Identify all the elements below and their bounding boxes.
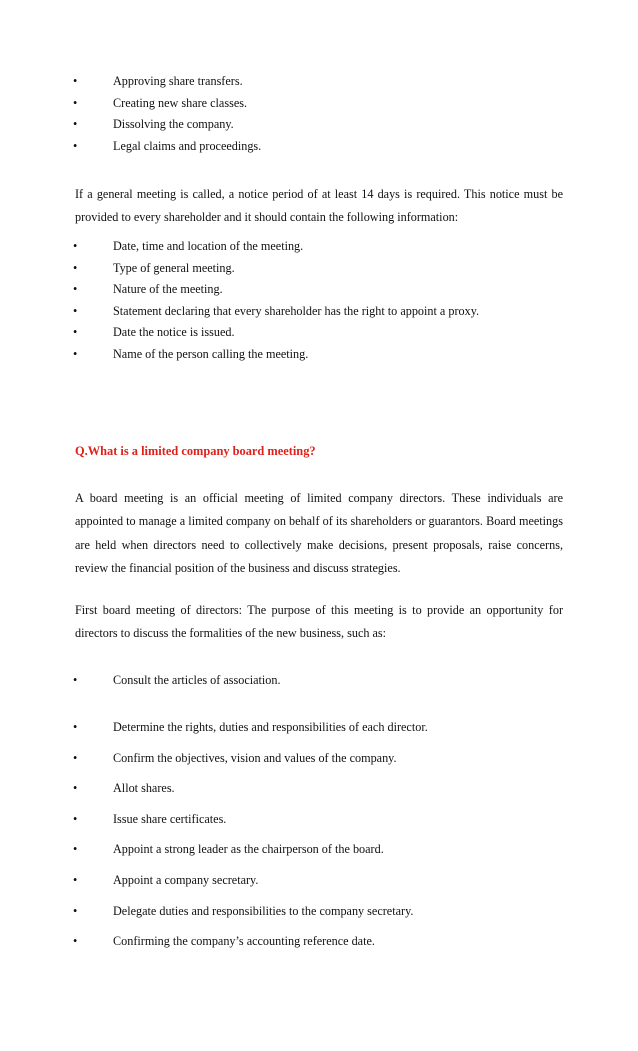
list-item-text: Type of general meeting.	[113, 260, 235, 275]
notice-info-list	[0, 236, 638, 366]
list-item-text: Date, time and location of the meeting.	[113, 239, 304, 253]
bullet-icon: •	[73, 282, 78, 297]
notice-period-paragraph: If a general meeting is called, a notice period of at least 14 days is required. This notice must be provided to every shareholder and it should contain the following information:	[75, 187, 563, 225]
list-item	[0, 279, 638, 301]
list-item	[0, 136, 638, 158]
list-item	[0, 778, 638, 809]
bullet-icon: •	[73, 934, 78, 949]
list-item-text: Confirming the company’s accounting reference date.	[113, 934, 375, 949]
list-item-text: Appoint a strong leader as the chairperson of the board.	[113, 842, 384, 857]
section-heading: Q.What is a limited company board meeting?	[75, 444, 316, 458]
list-item	[0, 717, 638, 748]
list-item	[0, 71, 638, 93]
resolution-list	[0, 71, 638, 157]
formalities-list	[0, 717, 638, 962]
list-item-text: Legal claims and proceedings.	[113, 138, 262, 153]
list-item	[0, 809, 638, 840]
list-item-text: Date the notice is issued.	[113, 325, 235, 340]
first-board-meeting-paragraph: First board meeting of directors: The purpose of this meeting is to provide an opportunity for directors to discuss the formalities of the new business, such as:	[75, 603, 563, 641]
formalities-list-intro	[0, 670, 638, 692]
list-item-text: Appoint a company secretary.	[113, 872, 259, 887]
list-item	[0, 901, 638, 932]
list-item-text: Nature of the meeting.	[113, 282, 223, 297]
bullet-icon: •	[73, 346, 78, 361]
list-item-text: Confirm the objectives, vision and values of the company.	[113, 750, 397, 765]
list-item	[0, 301, 638, 323]
bullet-icon: •	[73, 811, 78, 826]
bullet-icon: •	[73, 95, 78, 110]
list-item-text: Statement declaring that every shareholder has the right to appoint a proxy.	[113, 303, 480, 318]
list-item-text: Allot shares.	[113, 781, 175, 796]
list-item-text: Determine the rights, duties and responsibilities of each director.	[113, 720, 428, 734]
bullet-icon: •	[73, 117, 78, 132]
list-item	[0, 670, 638, 692]
bullet-icon: •	[73, 74, 78, 88]
bullet-icon: •	[73, 872, 78, 887]
bullet-icon: •	[73, 750, 78, 765]
bullet-icon: •	[73, 325, 78, 340]
list-item-text: Name of the person calling the meeting.	[113, 346, 309, 361]
bullet-icon: •	[73, 260, 78, 275]
bullet-icon: •	[73, 303, 78, 318]
list-item	[0, 258, 638, 280]
bullet-icon: •	[73, 842, 78, 857]
bullet-icon: •	[73, 239, 78, 253]
bullet-icon: •	[73, 720, 78, 734]
list-item-text: Approving share transfers.	[113, 74, 243, 88]
list-item-text: Consult the articles of association.	[113, 673, 281, 687]
list-item	[0, 870, 638, 901]
list-item	[0, 322, 638, 344]
list-item	[0, 931, 638, 962]
list-item	[0, 236, 638, 258]
list-item-text: Issue share certificates.	[113, 811, 227, 826]
list-item-text: Dissolving the company.	[113, 117, 234, 132]
bullet-icon: •	[73, 673, 78, 687]
bullet-icon: •	[73, 781, 78, 796]
list-item-text: Delegate duties and responsibilities to the company secretary.	[113, 903, 414, 918]
list-item	[0, 748, 638, 779]
list-item	[0, 93, 638, 115]
list-item	[0, 839, 638, 870]
board-meeting-paragraph: A board meeting is an official meeting of limited company directors. These individuals are appointed to manage a limited company on behalf of its shareholders or guarantors. Board meetings are held when directors need to collectively make decisions, present proposals, raise concerns, review the financial position of the business and discuss strategies.	[75, 491, 563, 576]
bullet-icon: •	[73, 903, 78, 918]
list-item-text: Creating new share classes.	[113, 95, 248, 110]
bullet-icon: •	[73, 138, 78, 153]
list-item	[0, 114, 638, 136]
list-item	[0, 344, 638, 366]
